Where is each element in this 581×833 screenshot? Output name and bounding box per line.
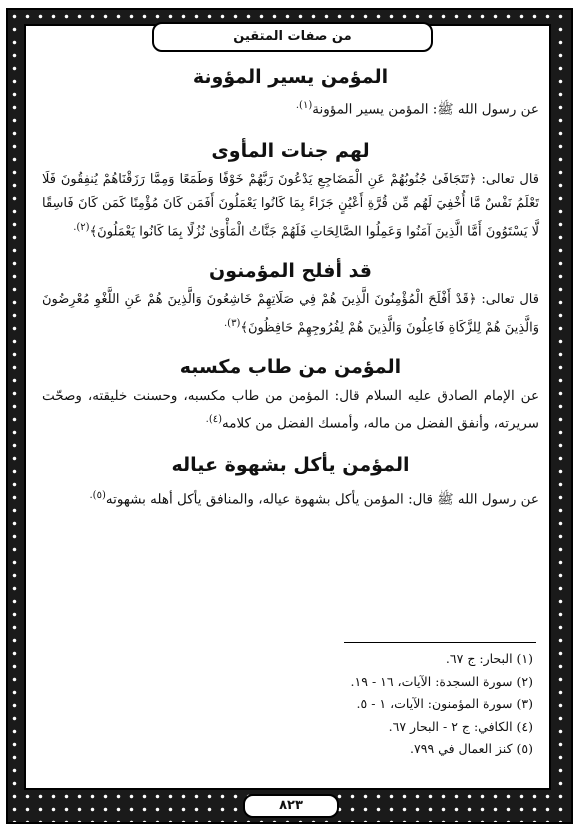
footnotes-list [233,648,533,761]
footnote-ref: (٢). [73,221,90,233]
section-title: لهم جنات المأوى [211,139,370,162]
section-title: المؤمن من طاب مكسبه [179,356,402,379]
page-content [42,58,539,511]
section-title: قد أفلح المؤمنون [209,259,372,282]
footnote-ref: (١). [295,100,313,111]
section-title: المؤمن يسير المؤونة [192,66,389,88]
section-title: المؤمن يأكل بشهوة عياله [171,453,410,476]
footnote-item: (٤) الكافي: ج ٢ - البحار ٦٧. [388,718,533,734]
section-text: قال تعالى: ﴿قَدْ أَفْلَحَ الْمُؤْمِنُونَ الَّذِينَ هُمْ فِي صَلَاتِهِمْ خَاشِعُونَ وَالَّذِينَ هُمْ عَنِ اللَّغْوِ مُعْرِضُونَ وَالَّذِينَ هُمْ لِلزَّكَاةِ فَاعِلُونَ وَالَّذِينَ هُمْ لِفُرُوجِهِمْ حَافِظُونَ﴾$^{(٣).}$ [42,291,539,336]
footnote-ref: (٤). [205,414,223,426]
footnote-ref: (٣). [223,317,241,329]
footnote-separator [344,642,536,643]
footnote-ref: (٥). [89,489,106,501]
section-text: عن رسول الله ﷺ: المؤمن يسير المؤونة$^{(١).}$ [295,100,539,118]
footnote-item: (٥) كنز العمال في ٧٩٩. [410,741,533,756]
section-text: عن رسول الله ﷺ قال: المؤمن يأكل بشهوة عياله، والمنافق يأكل أهله بشهوته$^{(٥).}$ [89,489,539,508]
footnote-item: (٣) سورة المؤمنون: الآيات، ١ - ٥. [356,696,533,711]
footnote-item: (١) البحار: ج ٦٧. [445,651,533,666]
section-text: قال تعالى: ﴿تَتَجَافَىٰ جُنُوبُهُمْ عَنِ الْمَضَاجِعِ يَدْعُونَ رَبَّهُمْ خَوْفًا وَطَمَعًا وَمِمَّا رَزَقْنَاهُمْ يُنفِقُونَ فَلَا تَعْلَمُ نَفْسٌ مَّا أُخْفِيَ لَهُم مِّن قُرَّةِ أَعْيُنٍ جَزَاءً بِمَا كَانُوا يَعْمَلُونَ أَفَمَن كَانَ مُؤْمِنًا كَمَن كَانَ فَاسِقًا لَّا يَسْتَوُونَ أَمَّا الَّذِينَ آمَنُوا وَعَمِلُوا الصَّالِحَاتِ فَلَهُمْ جَنَّاتُ الْمَأْوَىٰ نُزُلًا بِمَا كَانُوا يَعْمَلُونَ﴾$^{(٢).}$ [42,171,539,239]
footnote-item: (٢) سورة السجدة: الآيات، ١٦ - ١٩. [350,673,533,689]
page-number: ٨٢٣ [243,794,339,818]
header-title: من صفات المتقين [152,22,433,52]
section-text: عن الإمام الصادق عليه السلام قال: المؤمن من طاب مكسبه، وحسنت خليقته، وصحّت سريرته، وأنفق الفضل من ماله، وأمسك الفضل من كلامه$^{(٤).}$ [42,388,539,432]
